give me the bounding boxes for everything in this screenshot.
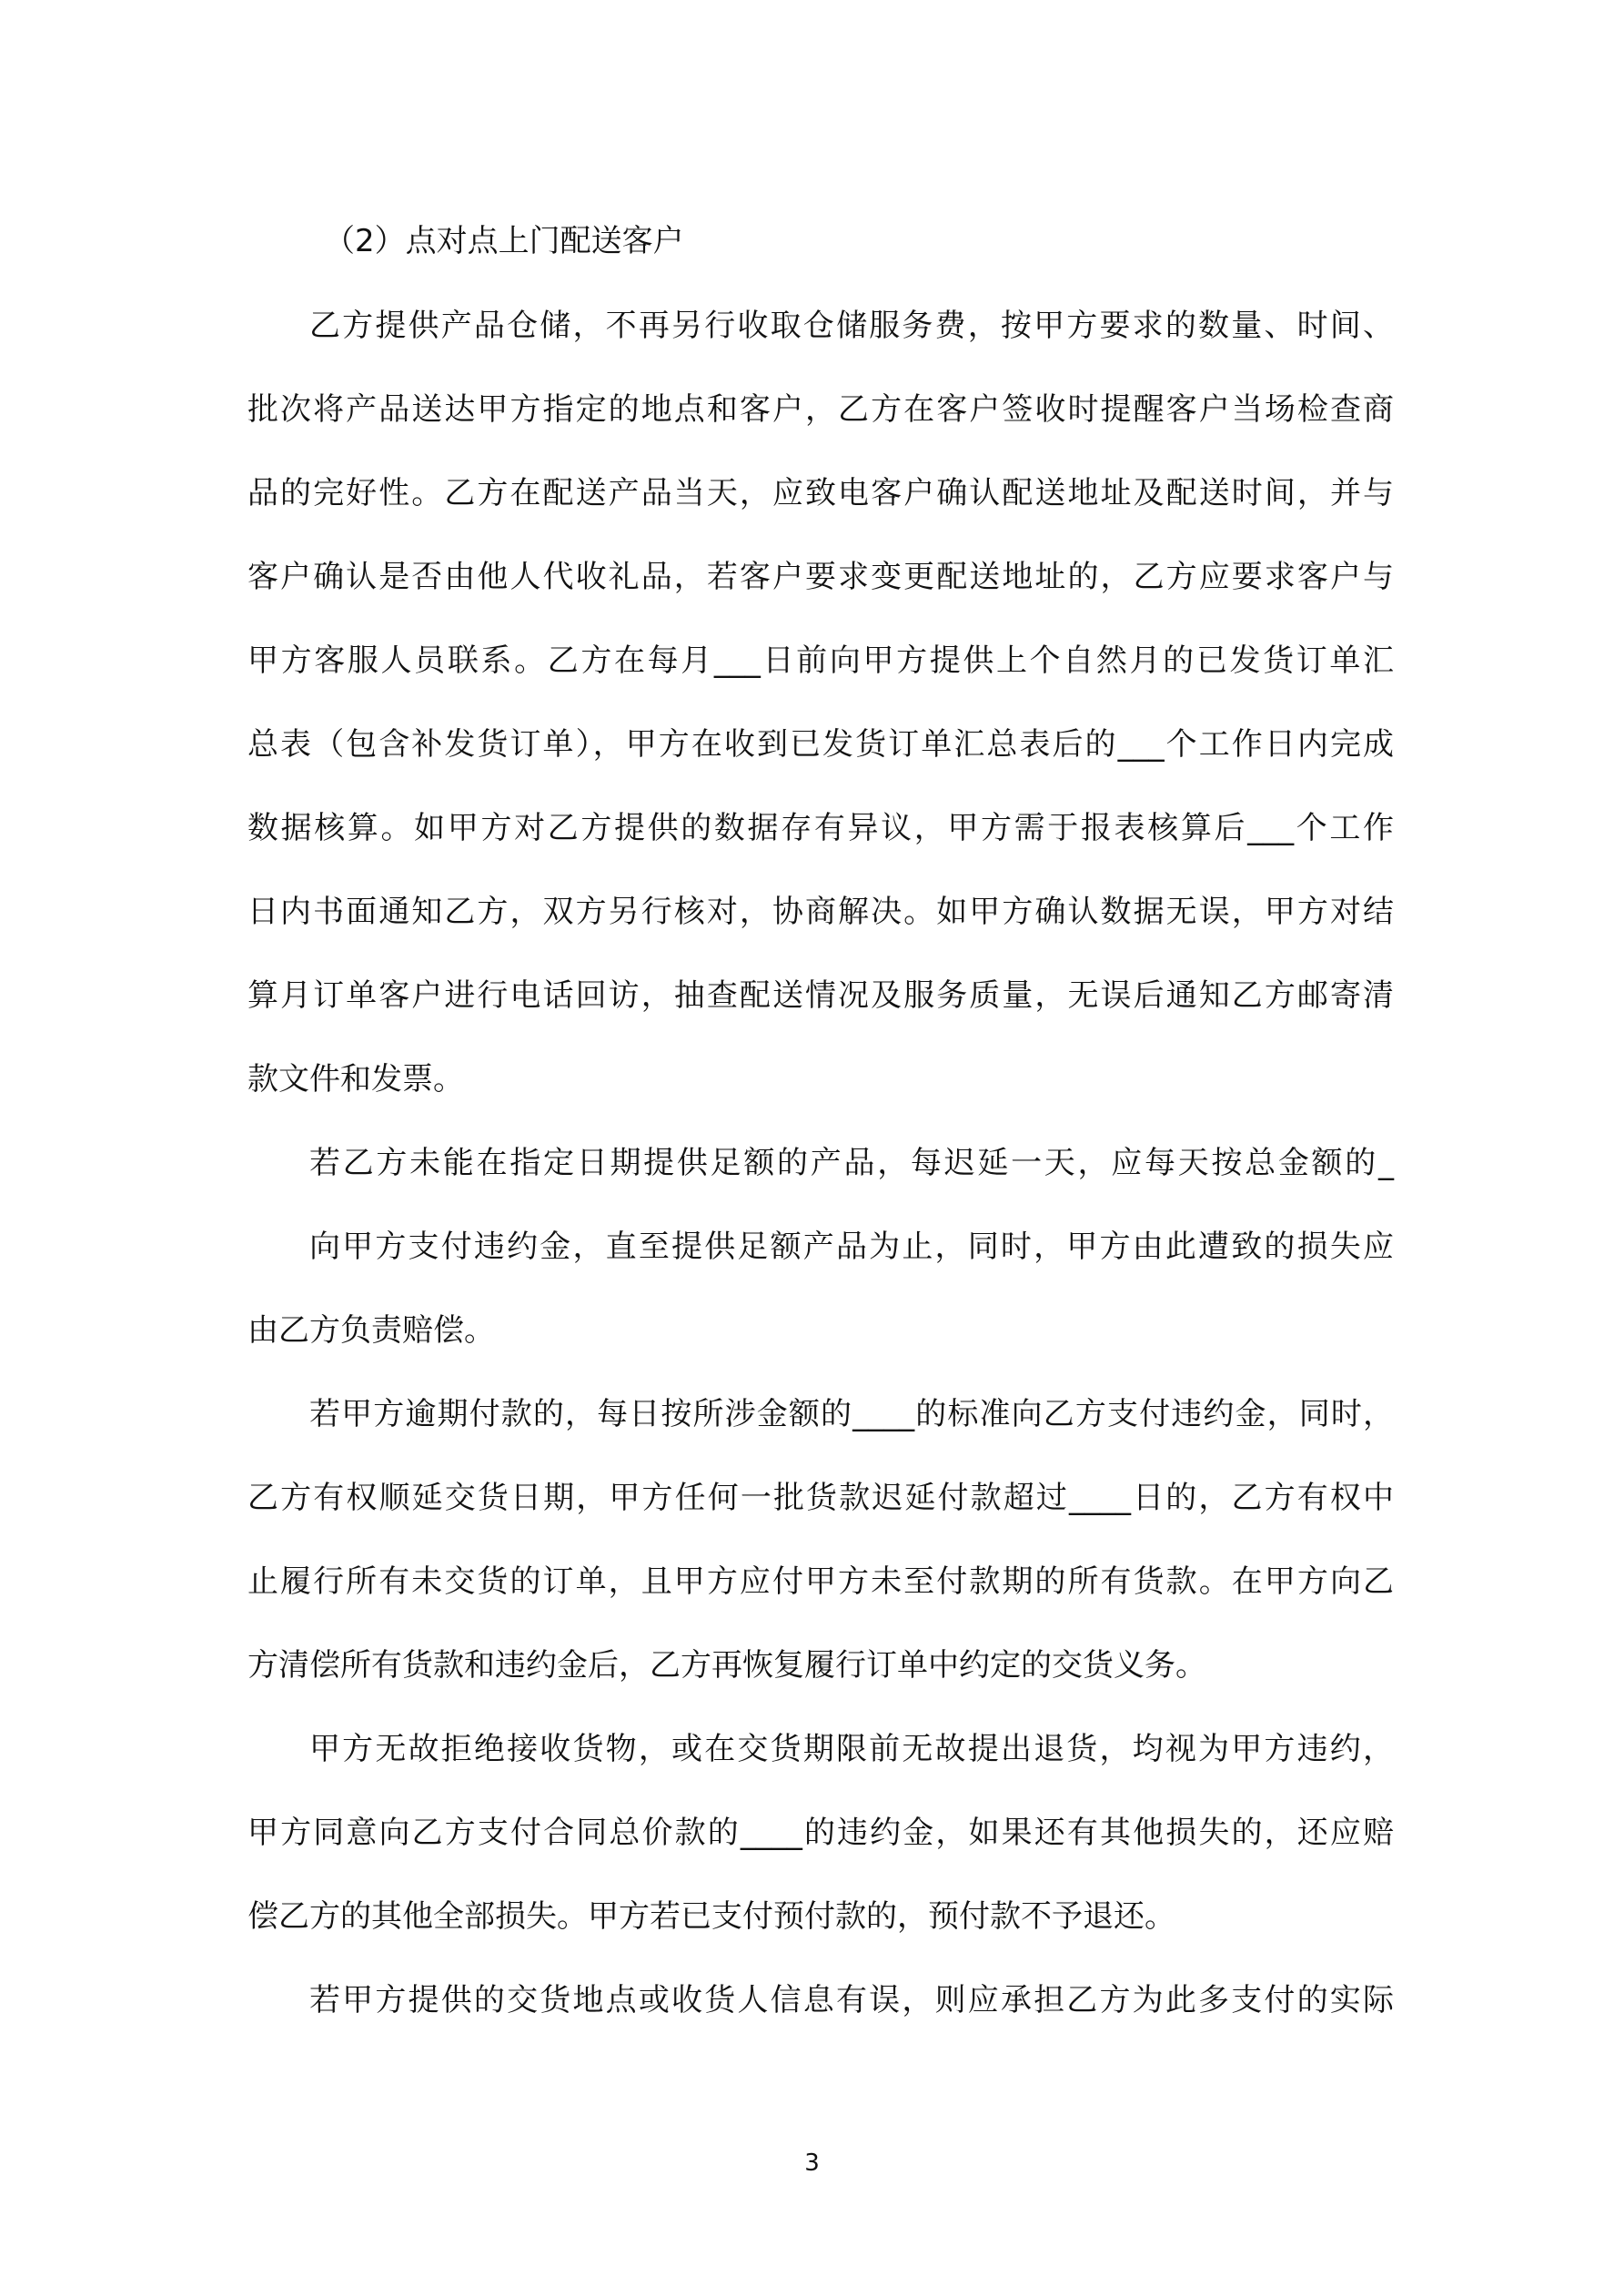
paragraph-1-line-8: 日内书面通知乙方，双方另行核对，协商解决。如甲方确认数据无误，甲方对结 [247,894,1394,930]
paragraph-1-line-3: 品的完好性。乙方在配送产品当天，应致电客户确认配送地址及配送时间，并与 [247,475,1394,511]
paragraph-4-line-2: 甲方同意向乙方支付合同总价款的____的违约金，如果还有其他损失的，还应赔 [247,1815,1394,1851]
paragraph-1-line-9: 算月订单客户进行电话回访，抽查配送情况及服务质量，无误后通知乙方邮寄清 [247,977,1394,1014]
paragraph-3-line-4: 方清偿所有货款和违约金后，乙方再恢复履行订单中约定的交货义务。 [247,1647,1206,1684]
paragraph-1-line-2: 批次将产品送达甲方指定的地点和客户，乙方在客户签收时提醒客户当场检查商 [247,391,1394,428]
paragraph-1-line-5: 甲方客服人员联系。乙方在每月___日前向甲方提供上个自然月的已发货订单汇 [247,642,1394,679]
paragraph-2-line-2: 向甲方支付违约金，直至提供足额产品为止，同时，甲方由此遭致的损失应 [309,1229,1394,1265]
paragraph-1-line-7: 数据核算。如甲方对乙方提供的数据存有异议，甲方需于报表核算后___个工作 [247,810,1394,846]
paragraph-1-line-4: 客户确认是否由他人代收礼品，若客户要求变更配送地址的，乙方应要求客户与 [247,559,1394,595]
section-heading: （2）点对点上门配送客户 [324,223,684,259]
paragraph-4-line-3: 偿乙方的其他全部损失。甲方若已支付预付款的，预付款不予退还。 [247,1898,1175,1935]
paragraph-1-line-6: 总表（包含补发货订单），甲方在收到已发货订单汇总表后的___个工作日内完成 [247,726,1394,763]
paragraph-4-line-1: 甲方无故拒绝接收货物，或在交货期限前无故提出退货，均视为甲方违约， [309,1731,1394,1767]
paragraph-1-line-10: 款文件和发票。 [247,1061,464,1097]
page-number: 3 [804,2149,820,2177]
paragraph-5-line-1: 若甲方提供的交货地点或收货人信息有误，则应承担乙方为此多支付的实际 [309,1982,1394,2018]
paragraph-2-line-3: 由乙方负责赔偿。 [247,1312,495,1349]
paragraph-1-line-1: 乙方提供产品仓储，不再另行收取仓储服务费，按甲方要求的数量、时间、 [309,308,1394,344]
paragraph-3-line-2: 乙方有权顺延交货日期，甲方任何一批货款迟延付款超过____日的，乙方有权中 [247,1480,1394,1516]
paragraph-3-line-3: 止履行所有未交货的订单，且甲方应付甲方未至付款期的所有货款。在甲方向乙 [247,1563,1394,1600]
paragraph-3-line-1: 若甲方逾期付款的，每日按所涉金额的____的标准向乙方支付违约金，同时， [309,1396,1394,1432]
paragraph-2-line-1: 若乙方未能在指定日期提供足额的产品，每迟延一天，应每天按总金额的_ [309,1145,1394,1181]
